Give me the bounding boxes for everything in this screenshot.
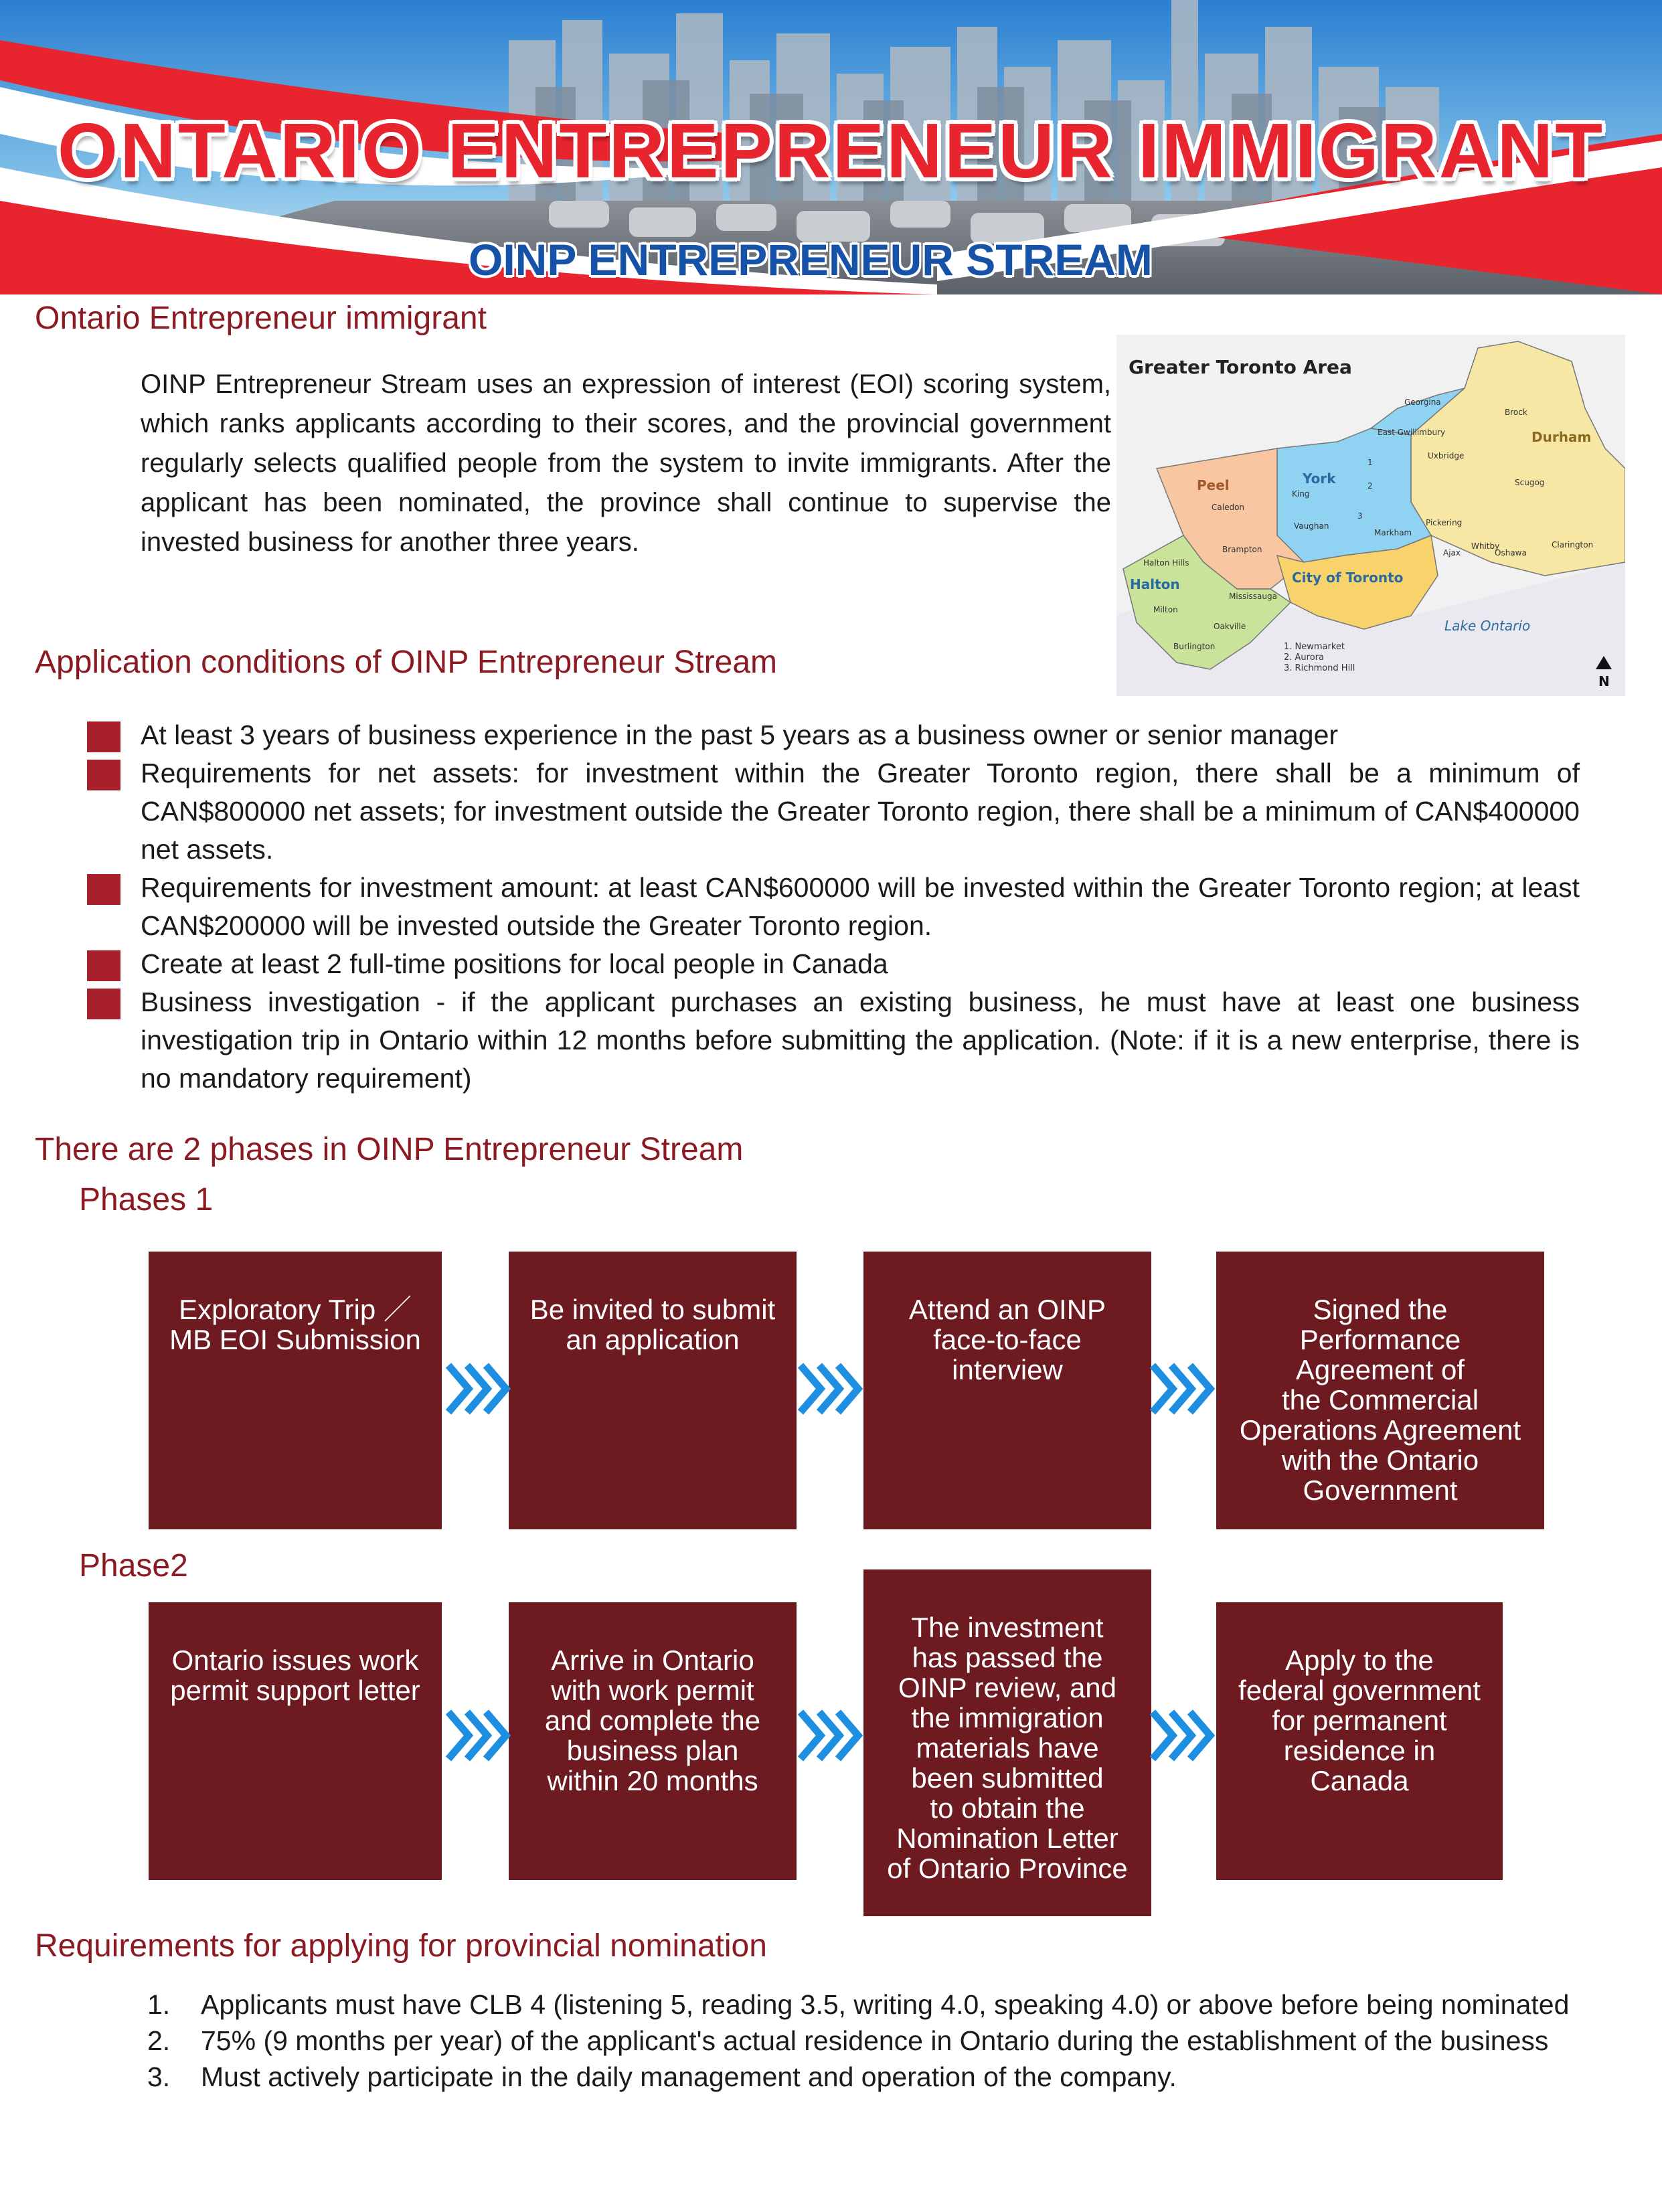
phase1-step-1: Exploratory Trip ／ MB EOI Submission [149, 1252, 442, 1529]
requirement-item: 1. Applicants must have CLB 4 (listening 5, reading 3.5, writing 4.0, speaking 4.0) or above before being nominated [147, 1989, 1570, 2020]
chevron-right-icon [1146, 1705, 1220, 1766]
condition-item: At least 3 years of business experience in the past 5 years as a business owner or senior manager [87, 716, 1580, 754]
svg-text:Whitby: Whitby [1471, 541, 1500, 551]
condition-item: Create at least 2 full-time positions for local people in Canada [87, 945, 1580, 983]
svg-text:Burlington: Burlington [1173, 642, 1216, 651]
intro-paragraph: OINP Entrepreneur Stream uses an expression of interest (EOI) scoring system, which ranks applicants according to their scores, and the provincial government regularly selects qualified people from the system to invite immigrants. After the applicant has been nominated, the province shall continue to supervise the invested business for another three years. [141, 369, 1111, 557]
requirements-list [147, 1986, 1593, 2095]
svg-text:Oakville: Oakville [1214, 622, 1246, 631]
svg-text:Vaughan: Vaughan [1294, 521, 1329, 531]
condition-item: Business investigation - if the applicant purchases an existing business, he must have at least one business investigation trip in Ontario within 12 months before submitting the application. (Note: if it is a new enterprise, there is no mandatory requirement) [87, 983, 1580, 1098]
requirement-item: 3. Must actively participate in the daily management and operation of the company. [147, 2061, 1177, 2092]
conditions-heading: Application conditions of OINP Entrepreneur Stream [35, 645, 778, 680]
svg-text:Pickering: Pickering [1426, 518, 1463, 527]
svg-text:Markham: Markham [1374, 528, 1412, 537]
phase2-label: Phase2 [79, 1548, 188, 1584]
map-peel: Peel [1197, 477, 1230, 493]
intro-heading: Ontario Entrepreneur immigrant [35, 301, 487, 336]
square-bullet-icon [87, 989, 120, 1019]
svg-text:Clarington: Clarington [1552, 540, 1594, 549]
phase1-step-2: Be invited to submit an application [509, 1252, 797, 1529]
phase2-step-1: Ontario issues work permit support letter [149, 1602, 442, 1880]
square-bullet-icon [87, 950, 120, 981]
header-banner [0, 0, 1662, 294]
svg-text:Oshawa: Oshawa [1495, 548, 1527, 558]
gta-map [1116, 335, 1625, 696]
svg-text:Milton: Milton [1153, 605, 1178, 614]
svg-text:Georgina: Georgina [1404, 398, 1441, 407]
svg-text:King: King [1292, 489, 1310, 499]
phase1-step-4: Signed the Performance Agreement of the Commercial Operations Agreement with the Ontario Government [1216, 1252, 1544, 1529]
svg-text:East Gwillimbury: East Gwillimbury [1378, 428, 1446, 437]
svg-text:Mississauga: Mississauga [1229, 592, 1277, 601]
phases-heading: There are 2 phases in OINP Entrepreneur Stream [35, 1132, 744, 1167]
conditions-list [87, 716, 1580, 1098]
square-bullet-icon [87, 721, 120, 752]
svg-text:Brock: Brock [1505, 408, 1527, 417]
map-title: Greater Toronto Area [1129, 356, 1352, 378]
condition-item: Requirements for investment amount: at least CAN$600000 will be invested within the Greater Toronto region; at least CAN$200000 will be invested outside the Greater Toronto region. [87, 869, 1580, 945]
map-toronto: City of Toronto [1292, 570, 1404, 586]
phase2-step-3: The investment has passed the OINP review, and the immigration materials have been submitted to obtain the Nomination Letter of Ontario Province [863, 1569, 1151, 1916]
map-durham: Durham [1531, 429, 1592, 445]
svg-text:3: 3 [1357, 511, 1363, 521]
chevron-right-icon [794, 1705, 867, 1766]
banner-title: ONTARIO ENTREPRENEUR IMMIGRANT [57, 107, 1605, 194]
map-york: York [1303, 471, 1336, 487]
map-legend-3: 3. Richmond Hill [1284, 663, 1355, 673]
square-bullet-icon [87, 760, 120, 790]
map-halton: Halton [1130, 576, 1180, 592]
map-legend-2: 2. Aurora [1284, 653, 1324, 663]
svg-text:Scugog: Scugog [1515, 478, 1545, 487]
requirement-item: 2. 75% (9 months per year) of the applicant's actual residence in Ontario during the establishment of the business [147, 2025, 1549, 2056]
chevron-right-icon [442, 1359, 515, 1419]
svg-text:1: 1 [1367, 458, 1373, 467]
map-legend-1: 1. Newmarket [1284, 642, 1345, 652]
svg-text:Halton Hills: Halton Hills [1143, 558, 1189, 568]
svg-text:2: 2 [1367, 481, 1373, 491]
square-bullet-icon [87, 874, 120, 905]
condition-item: Requirements for net assets: for investment within the Greater Toronto region, there shall be a minimum of CAN$800000 net assets; for investment outside the Greater Toronto region, there shall be a minimum of CAN$400000 net assets. [87, 754, 1580, 869]
phase1-label: Phases 1 [79, 1182, 214, 1217]
svg-text:Caledon: Caledon [1212, 503, 1245, 512]
chevron-right-icon [794, 1359, 867, 1419]
chevron-right-icon [442, 1705, 515, 1766]
phase1-step-3: Attend an OINP face-to-face interview [863, 1252, 1151, 1529]
svg-text:N: N [1598, 673, 1610, 689]
svg-text:Ajax: Ajax [1443, 548, 1461, 558]
banner-subtitle: OINP ENTREPRENEUR STREAM [469, 235, 1153, 284]
requirements-heading: Requirements for applying for provincial nomination [35, 1928, 767, 1964]
phase2-step-2: Arrive in Ontario with work permit and complete the business plan within 20 months [509, 1602, 797, 1880]
map-lake: Lake Ontario [1444, 618, 1531, 634]
svg-text:Uxbridge: Uxbridge [1428, 451, 1465, 460]
phase2-step-4: Apply to the federal government for permanent residence in Canada [1216, 1602, 1503, 1880]
chevron-right-icon [1146, 1359, 1220, 1419]
svg-text:Brampton: Brampton [1222, 545, 1262, 554]
